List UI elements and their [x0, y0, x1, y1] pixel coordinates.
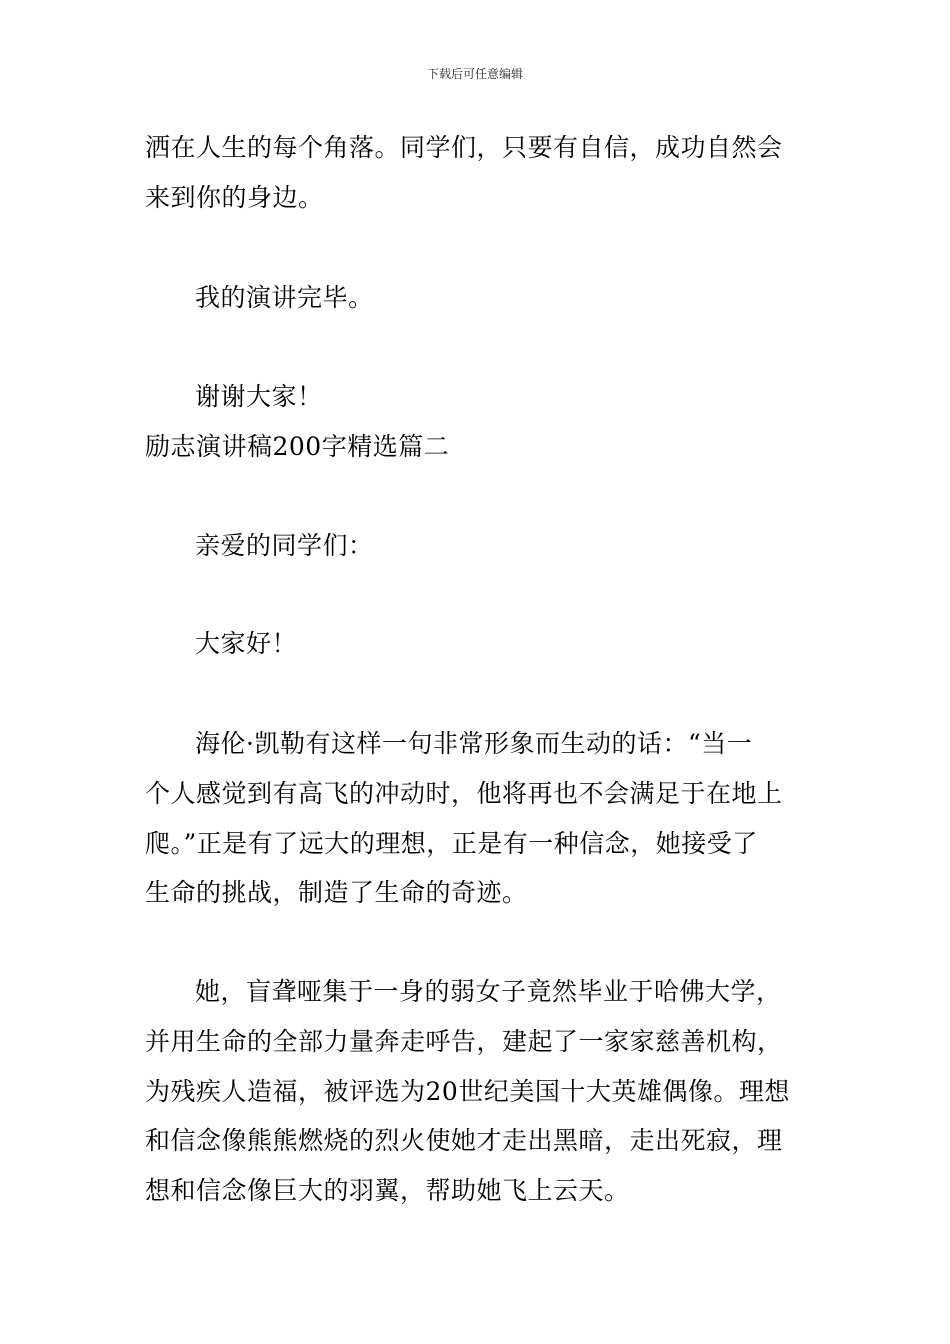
paragraph-line: 为残疾人造福，被评选为20世纪美国十大英雄偶像。理想 [145, 1077, 790, 1106]
paragraph-line: 并用生命的全部力量奔走呼告，建起了一家家慈善机构， [145, 1027, 783, 1056]
greeting-line: 大家好！ [195, 629, 298, 658]
paragraph-line: 个人感觉到有高飞的冲动时，他将再也不会满足于在地上 [145, 779, 783, 808]
paragraph-line: 想和信念像巨大的羽翼，帮助她飞上云天。 [145, 1176, 630, 1205]
thanks-line: 谢谢大家！ [195, 382, 323, 411]
paragraph-line: 海伦·凯勒有这样一句非常形象而生动的话：“当一 [195, 729, 753, 758]
greeting-line: 亲爱的同学们： [195, 531, 374, 560]
paragraph-line: 来到你的身边。 [145, 183, 324, 212]
closing-line: 我的演讲完毕。 [195, 283, 374, 312]
paragraph-line: 和信念像熊熊燃烧的烈火使她才走出黑暗，走出死寂，理 [145, 1126, 783, 1155]
paragraph-line: 洒在人生的每个角落。同学们，只要有自信，成功自然会 [145, 133, 783, 162]
paragraph-line: 生命的挑战，制造了生命的奇迹。 [145, 878, 528, 907]
section-heading: 励志演讲稿200字精选篇二 [145, 432, 450, 461]
page-header-note: 下载后可任意编辑 [426, 67, 523, 81]
paragraph-line: 爬。”正是有了远大的理想，正是有一种信念，她接受了 [145, 829, 758, 858]
paragraph-line: 她，盲聋哑集于一身的弱女子竟然毕业于哈佛大学， [195, 977, 782, 1006]
